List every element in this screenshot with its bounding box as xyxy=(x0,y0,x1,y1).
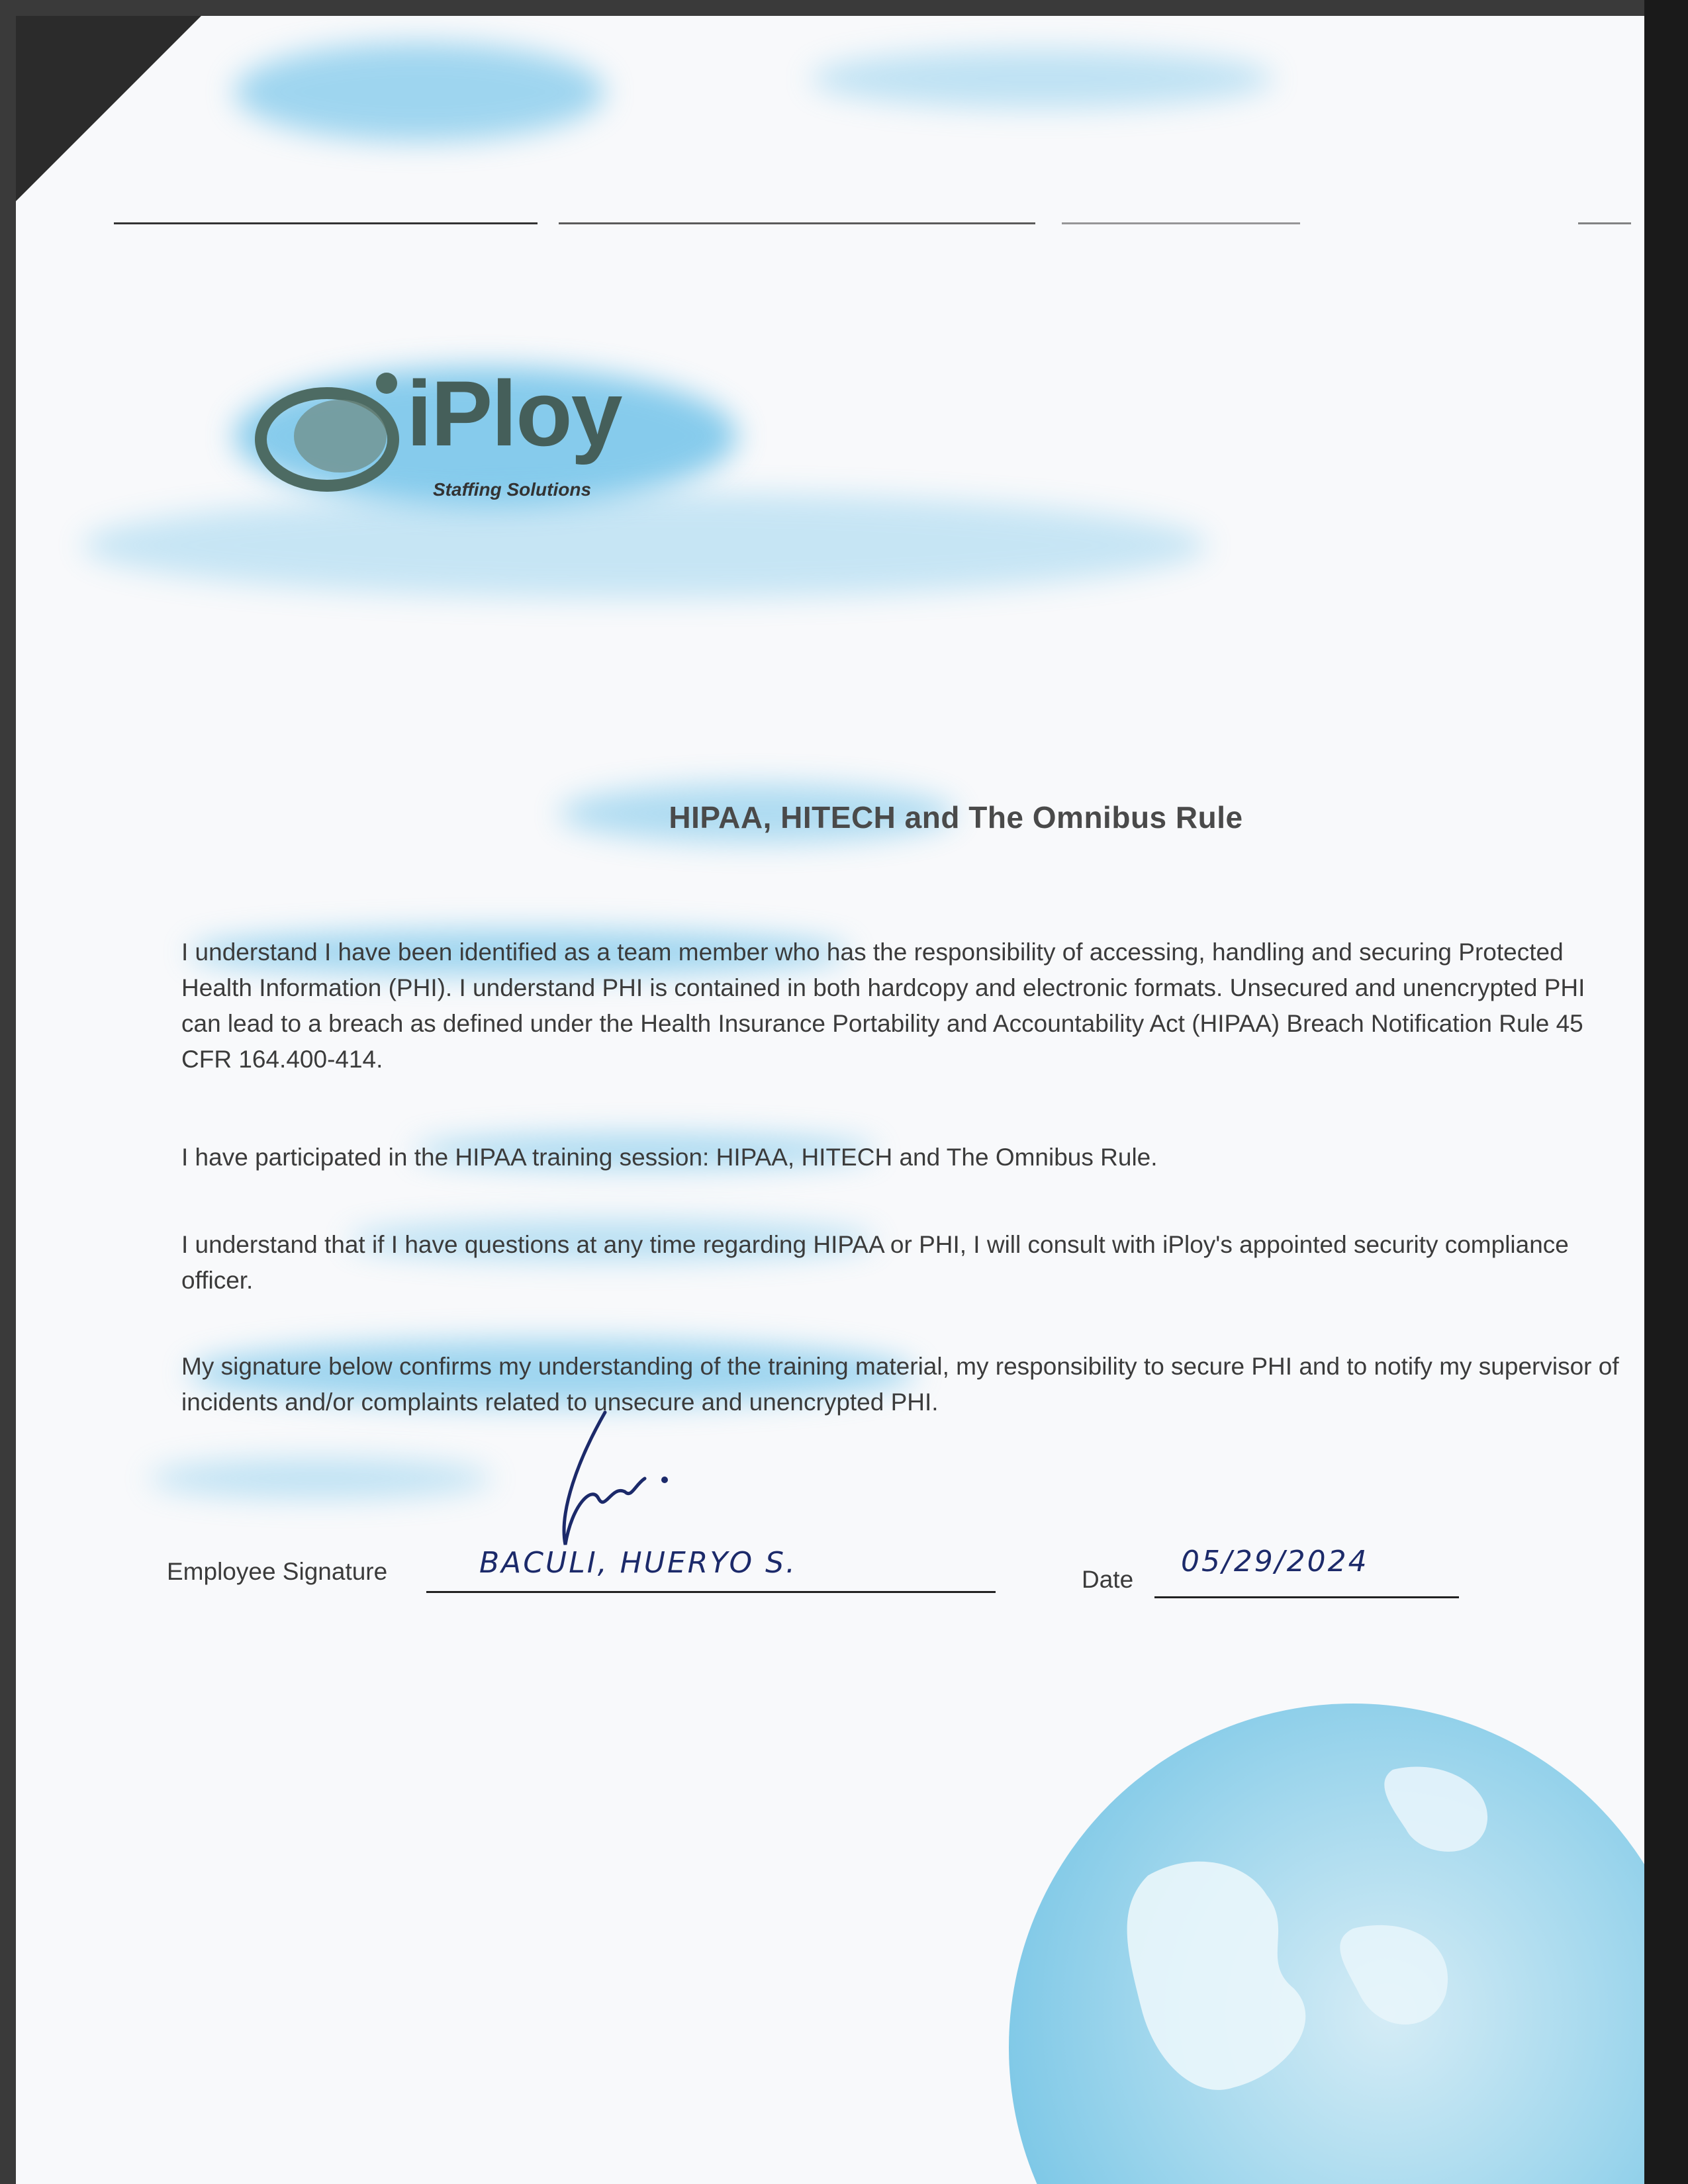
signature-scribble xyxy=(532,1406,704,1558)
logo-swoosh-icon xyxy=(254,367,406,506)
employee-signature-label: Employee Signature xyxy=(167,1558,388,1585)
header-rule xyxy=(559,222,1035,224)
folded-corner xyxy=(16,16,201,201)
globe-watermark-icon xyxy=(982,1677,1644,2184)
toner-smudge xyxy=(148,1459,492,1498)
body-paragraph: I have participated in the HIPAA training session: HIPAA, HITECH and The Omnibus Rule. xyxy=(181,1144,1158,1171)
logo-wordmark: iPloy xyxy=(406,361,622,465)
body-paragraph: I understand I have been identified as a team member who has the responsibility of accessing, handling and securing Protected Health Information (PHI). I understand PHI is contained in both hardcopy and electronic formats. Unsecured and unencrypted PHI can lead to a breach as defined under the Health Insurance Portability and Accountability Act (HIPAA) Breach Notification Rule 45 CFR 164.400-414. xyxy=(181,938,1585,1073)
employee-name-handwritten: BACULI, HUERYO S. xyxy=(479,1546,797,1580)
header-rule xyxy=(114,222,538,224)
logo-tagline: Staffing Solutions xyxy=(433,479,592,500)
document-title: HIPAA, HITECH and The Omnibus Rule xyxy=(669,800,1243,835)
date-handwritten: 05/29/2024 xyxy=(1181,1545,1369,1578)
company-logo xyxy=(254,360,731,519)
header-rule xyxy=(1578,222,1631,224)
body-paragraph: I understand that if I have questions at any time regarding HIPAA or PHI, I will consult with iPloy's appointed security compliance officer. xyxy=(181,1231,1569,1294)
header-rule xyxy=(1062,222,1300,224)
toner-smudge xyxy=(810,49,1274,109)
body-paragraph: My signature below confirms my understanding of the training material, my responsibility to secure PHI and to notify my supervisor of incidents and/or complaints related to unsecure and unencrypted PHI. xyxy=(181,1353,1619,1416)
date-label: Date xyxy=(1082,1566,1134,1593)
scan-edge-right xyxy=(1644,0,1688,2184)
document-page xyxy=(16,16,1644,2184)
toner-smudge xyxy=(234,42,605,142)
